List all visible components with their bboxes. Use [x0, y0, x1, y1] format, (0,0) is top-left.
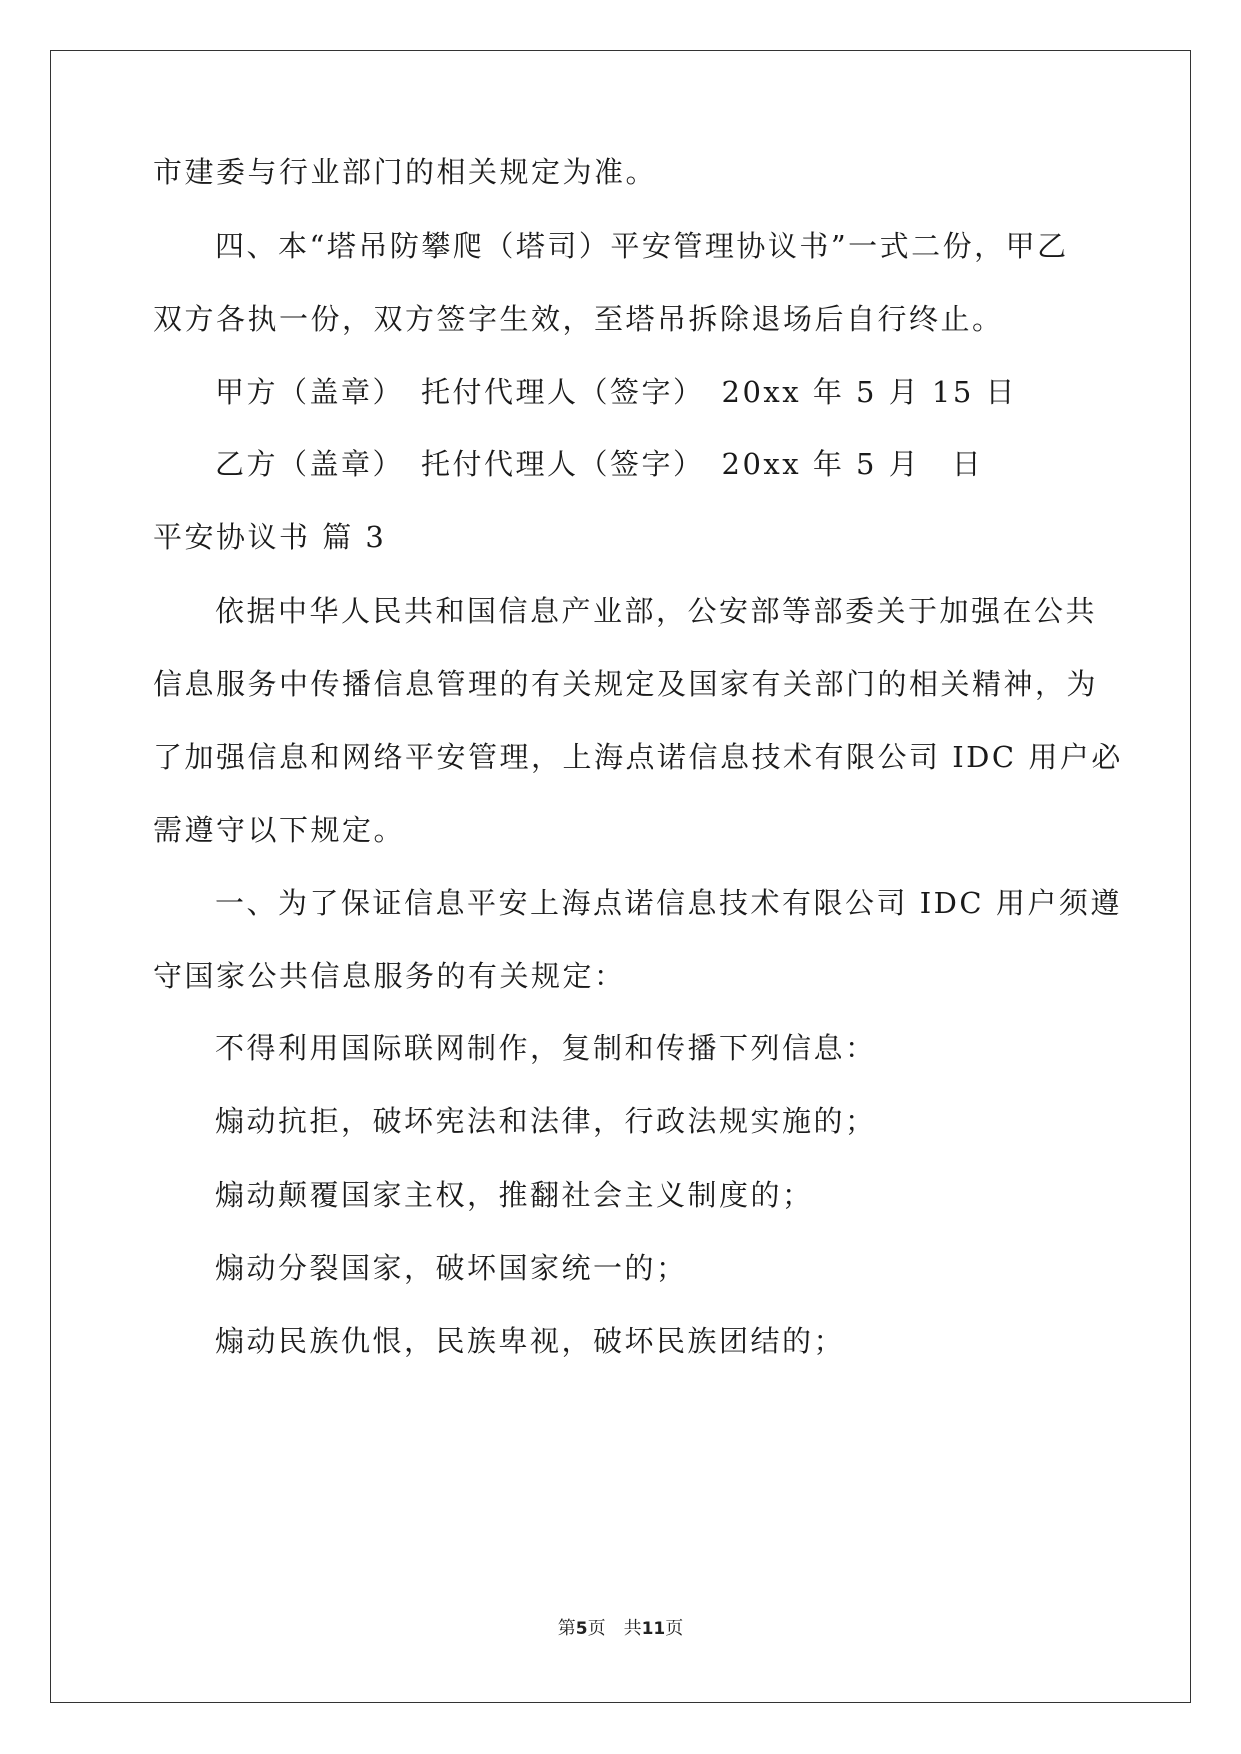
- page-border: [50, 50, 1191, 1703]
- text-line: 信息服务中传播信息管理的有关规定及国家有关部门的相关精神，为: [153, 667, 1099, 701]
- list-item: 煽动抗拒，破坏宪法和法律，行政法规实施的；: [215, 1104, 877, 1138]
- signature-line-party-b: 乙方（盖章） 托付代理人（签字） 20xx 年 5 月 日: [215, 447, 984, 481]
- page-number: 5: [575, 1619, 588, 1639]
- text-line: 不得利用国际联网制作，复制和传播下列信息：: [215, 1031, 877, 1065]
- list-item: 煽动分裂国家，破坏国家统一的；: [215, 1251, 688, 1285]
- list-item: 煽动颠覆国家主权，推翻社会主义制度的；: [215, 1178, 814, 1212]
- text-line: 一、为了保证信息平安上海点诺信息技术有限公司 IDC 用户须遵: [215, 886, 1122, 920]
- section-heading: 平安协议书 篇 3: [153, 520, 387, 554]
- list-item: 煽动民族仇恨，民族卑视，破坏民族团结的；: [215, 1324, 846, 1358]
- text-line: 需遵守以下规定。: [153, 813, 406, 847]
- signature-line-party-a: 甲方（盖章） 托付代理人（签字） 20xx 年 5 月 15 日: [215, 375, 1018, 409]
- text-line: 依据中华人民共和国信息产业部，公安部等部委关于加强在公共: [215, 594, 1098, 628]
- text-line: 市建委与行业部门的相关规定为准。: [153, 155, 658, 189]
- text-line: 四、本“塔吊防攀爬（塔司）平安管理协议书”一式二份，甲乙: [215, 229, 1069, 263]
- page-footer: [0, 1617, 1241, 1641]
- footer-middle: 页 共: [587, 1618, 642, 1639]
- footer-suffix: 页: [665, 1618, 684, 1639]
- text-line: 双方各执一份，双方签字生效，至塔吊拆除退场后自行终止。: [153, 302, 1004, 336]
- text-line: 守国家公共信息服务的有关规定：: [153, 959, 626, 993]
- footer-prefix: 第: [557, 1618, 576, 1639]
- text-line: 了加强信息和网络平安管理，上海点诺信息技术有限公司 IDC 用户必: [153, 740, 1123, 774]
- page-total: 11: [641, 1619, 666, 1639]
